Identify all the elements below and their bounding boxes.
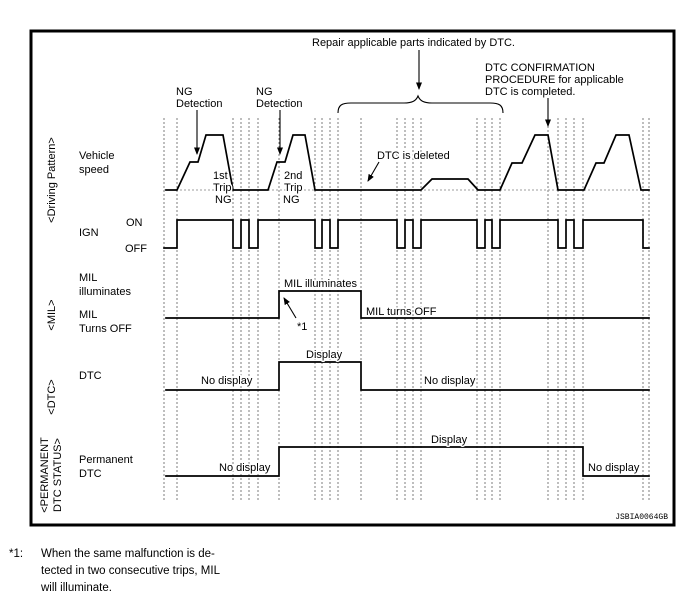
diagram-text	[9, 37, 668, 594]
dtc-no-display-left-label: No display	[201, 375, 253, 387]
vehicle-speed-label-line1: Vehicle	[79, 150, 115, 162]
pdtc-no-display-left-label: No display	[219, 462, 271, 474]
confirmation-note-line3: DTC is completed.	[485, 86, 576, 98]
footnote-ref-label: *1	[297, 321, 308, 333]
ng-detection-2-label-line2: Detection	[256, 98, 303, 110]
footnote-line1: When the same malfunction is de-	[41, 548, 215, 560]
dtc-no-display-right-label: No display	[424, 375, 476, 387]
ng-detection-1-label-line2: Detection	[176, 98, 223, 110]
mil-illuminates-annotation: MIL illuminates	[284, 278, 357, 290]
ignition-trace	[164, 220, 649, 248]
mil-high-label-line2: illuminates	[79, 286, 131, 298]
mil-low-label-line2: Turns OFF	[79, 323, 132, 335]
vehicle-speed-label-line2: speed	[79, 164, 109, 176]
permanent-dtc-label-line1: Permanent	[79, 454, 133, 466]
pdtc-no-display-right-label: No display	[588, 462, 640, 474]
ng-detection-1-label-line1: NG	[176, 86, 193, 98]
trip1-ng-label: NG	[215, 194, 232, 206]
section-dtc: <DTC>	[46, 379, 58, 415]
section-mil: <MIL>	[46, 299, 58, 331]
trip1-label-line2: Trip	[213, 182, 232, 194]
trip1-label-line1: 1st	[213, 170, 228, 182]
mil-turns-off-annotation: MIL turns OFF	[366, 306, 437, 318]
ign-label: IGN	[79, 227, 99, 239]
repair-brace	[338, 96, 503, 113]
footnote-marker: *1:	[9, 548, 24, 560]
section-permanent-dtc-line2: DTC STATUS>	[52, 438, 64, 512]
footnote-line3: will illuminate.	[41, 582, 112, 594]
footnote-ref-arrow	[284, 298, 296, 318]
ign-on-label: ON	[126, 217, 143, 229]
confirmation-note-line1: DTC CONFIRMATION	[485, 62, 595, 74]
section-driving-pattern: <Driving Pattern>	[46, 137, 58, 223]
ng-detection-2-label-line1: NG	[256, 86, 273, 98]
figure-watermark: JSBIA0064GB	[615, 513, 668, 522]
confirmation-note-line2: PROCEDURE for applicable	[485, 74, 624, 86]
pdtc-display-label: Display	[431, 434, 468, 446]
dtc-deleted-arrow	[368, 162, 379, 181]
mil-high-label-line1: MIL	[79, 272, 98, 284]
vehicle-speed-trace	[166, 135, 649, 190]
permanent-dtc-label-line2: DTC	[79, 468, 102, 480]
section-permanent-dtc-line1: <PERMANENT	[39, 437, 51, 513]
footnote-line2: tected in two consecutive trips, MIL	[41, 565, 220, 577]
dtc-display-label: Display	[306, 349, 343, 361]
ign-off-label: OFF	[125, 243, 147, 255]
dtc-deleted-label: DTC is deleted	[377, 150, 450, 162]
trip2-label-line2: Trip	[284, 182, 303, 194]
trip2-label-line1: 2nd	[284, 170, 303, 182]
dtc-row-label: DTC	[79, 370, 102, 382]
repair-note: Repair applicable parts indicated by DTC.	[312, 37, 515, 49]
mil-low-label-line1: MIL	[79, 309, 98, 321]
trip2-ng-label: NG	[283, 194, 300, 206]
